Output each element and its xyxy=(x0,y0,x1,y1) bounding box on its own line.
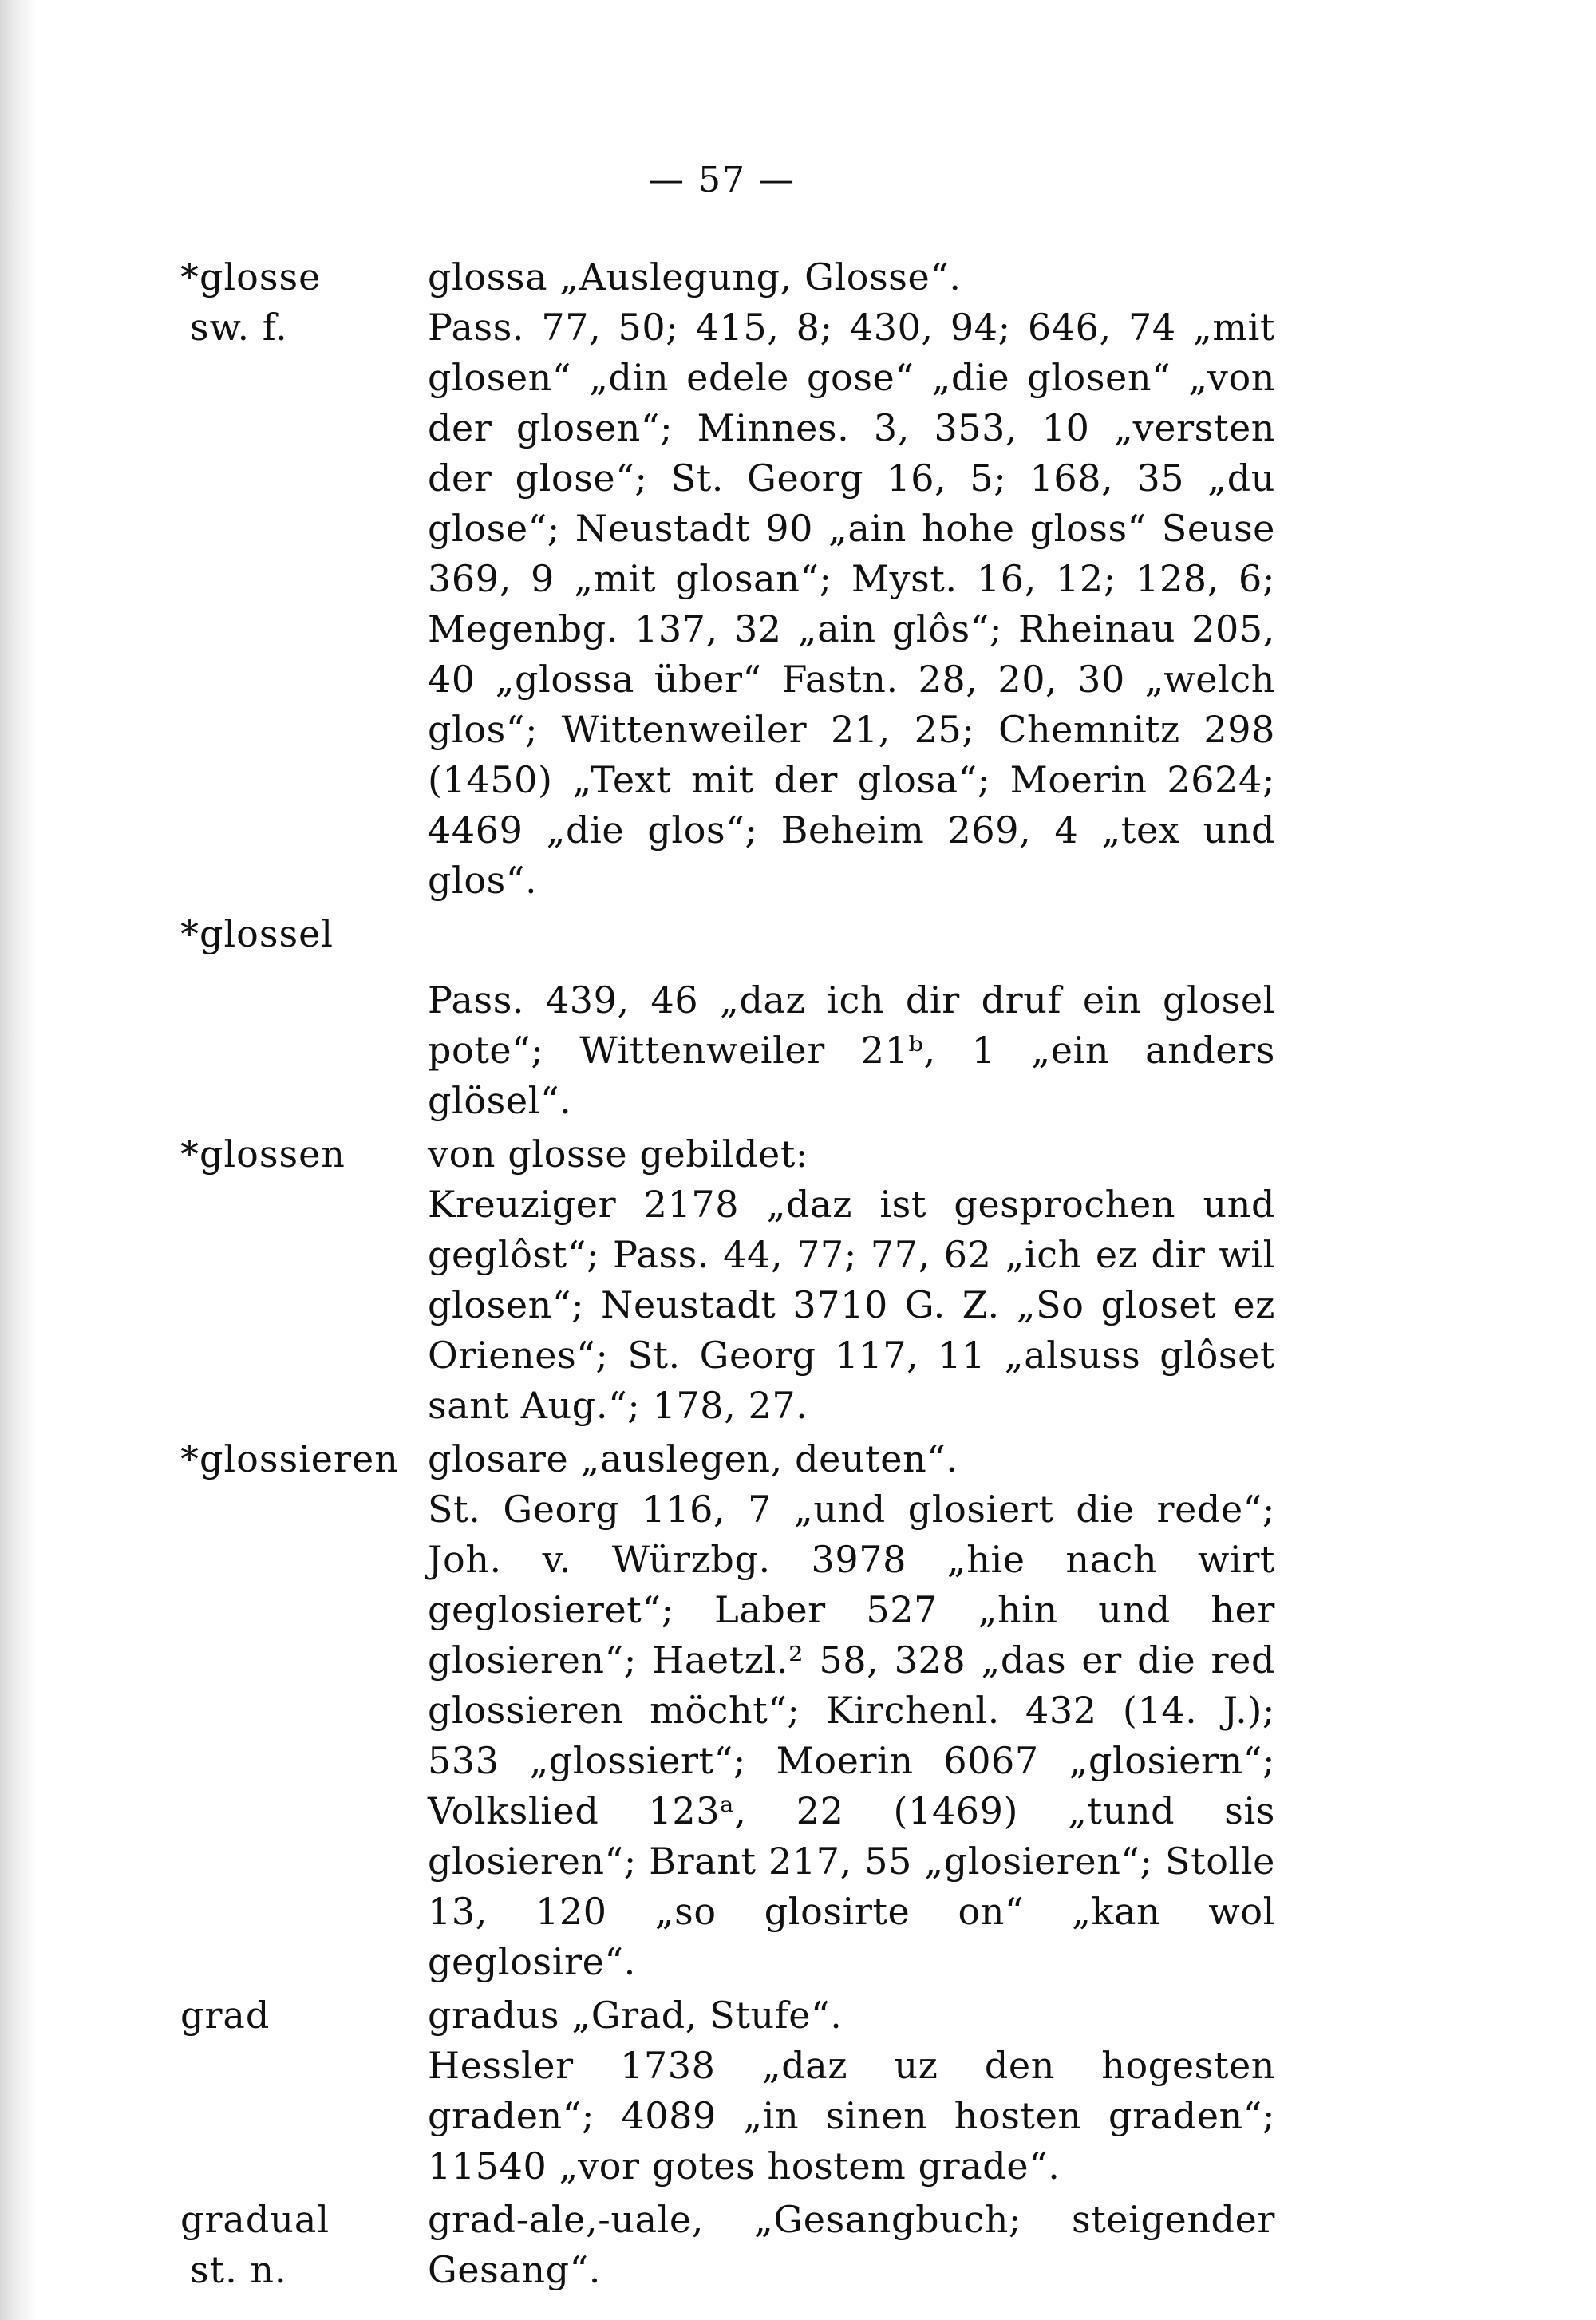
entry-body xyxy=(428,1434,1275,1987)
headword-column xyxy=(0,252,428,353)
headword: *glosse xyxy=(180,255,322,298)
headword-column xyxy=(0,909,428,959)
citations: Hessler 1738 „daz uz den hogesten graden“; 4089 „in sinen hosten graden“; 11540 „vor gotes hostem grade“. xyxy=(428,2044,1275,2188)
headword-column xyxy=(0,1990,428,2041)
entry-glosse xyxy=(0,252,1596,906)
entry-grad xyxy=(0,1990,1596,2192)
headword: gradual xyxy=(180,2198,330,2241)
etymology-line: gradus „Grad, Stufe“. xyxy=(428,1994,843,2037)
grammar-note: sw. f. xyxy=(190,306,288,349)
etymology-line: grad-ale,-uale, „Gesangbuch; steigender Gesang“. xyxy=(428,2198,1275,2291)
entry-body xyxy=(428,1990,1275,2192)
entry-glossen xyxy=(0,1129,1596,1431)
spacer xyxy=(428,959,1275,975)
page-number: — 57 — xyxy=(649,160,796,200)
entry-body xyxy=(428,2195,1275,2295)
headword: grad xyxy=(180,1994,271,2037)
etymology-line: glosare „auslegen, deuten“. xyxy=(428,1437,958,1480)
headword: *glossen xyxy=(180,1132,346,1176)
entry-body xyxy=(428,1129,1275,1431)
entry-glossel xyxy=(0,909,1596,1126)
entry-body xyxy=(428,909,1275,1126)
citations: St. Georg 116, 7 „und glosiert die rede“; Joh. v. Würzbg. 3978 „hie nach wirt geglosieret“; Laber 527 „hin und her glosieren“; Haetzl.² 58, 328 „das er die red glossieren möcht“; Kirchenl. 432 (14. J.); 533 „glossiert“; Moerin 6067 „glosiern“; Volkslied 123ᵃ, 22 (1469) „tund sis glosieren“; Brant 217, 55 „glosieren“; Stolle 13, 120 „so glosirte on“ „kan wol geglosire“. xyxy=(428,1488,1275,1983)
blank-line xyxy=(428,909,1275,959)
entry-body xyxy=(428,252,1275,906)
headword: *glossieren xyxy=(180,1437,399,1480)
headword-column xyxy=(0,1129,428,1180)
headword: *glossel xyxy=(180,912,334,955)
citations: Kreuziger 2178 „daz ist gesprochen und geglôst“; Pass. 44, 77; 77, 62 „ich ez dir wil glosen“; Neustadt 3710 G. Z. „So gloset ez Orienes“; St. Georg 117, 11 „alsuss glôset sant Aug.“; 178, 27. xyxy=(428,1183,1275,1427)
etymology-line: von glosse gebildet: xyxy=(428,1132,809,1176)
entry-gradual xyxy=(0,2195,1596,2295)
headword-column xyxy=(0,2195,428,2295)
dictionary-entries xyxy=(0,252,1596,2298)
headword-column xyxy=(0,1434,428,1484)
entry-glossieren xyxy=(0,1434,1596,1987)
etymology-line: glossa „Auslegung, Glosse“. xyxy=(428,255,962,298)
grammar-note: st. n. xyxy=(190,2248,287,2291)
citations: Pass. 77, 50; 415, 8; 430, 94; 646, 74 „mit glosen“ „din edele gose“ „die glosen“ „von der glosen“; Minnes. 3, 353, 10 „versten der glose“; St. Georg 16, 5; 168, 35 „du glose“; Neustadt 90 „ain hohe gloss“ Seuse 369, 9 „mit glosan“; Myst. 16, 12; 128, 6; Megenbg. 137, 32 „ain glôs“; Rheinau 205, 40 „glossa über“ Fastn. 28, 20, 30 „welch glos“; Wittenweiler 21, 25; Chemnitz 298 (1450) „Text mit der glosa“; Moerin 2624; 4469 „die glos“; Beheim 269, 4 „tex und glos“. xyxy=(428,306,1275,902)
citations: Pass. 439, 46 „daz ich dir druf ein glosel pote“; Wittenweiler 21ᵇ, 1 „ein anders glösel“. xyxy=(428,978,1275,1122)
